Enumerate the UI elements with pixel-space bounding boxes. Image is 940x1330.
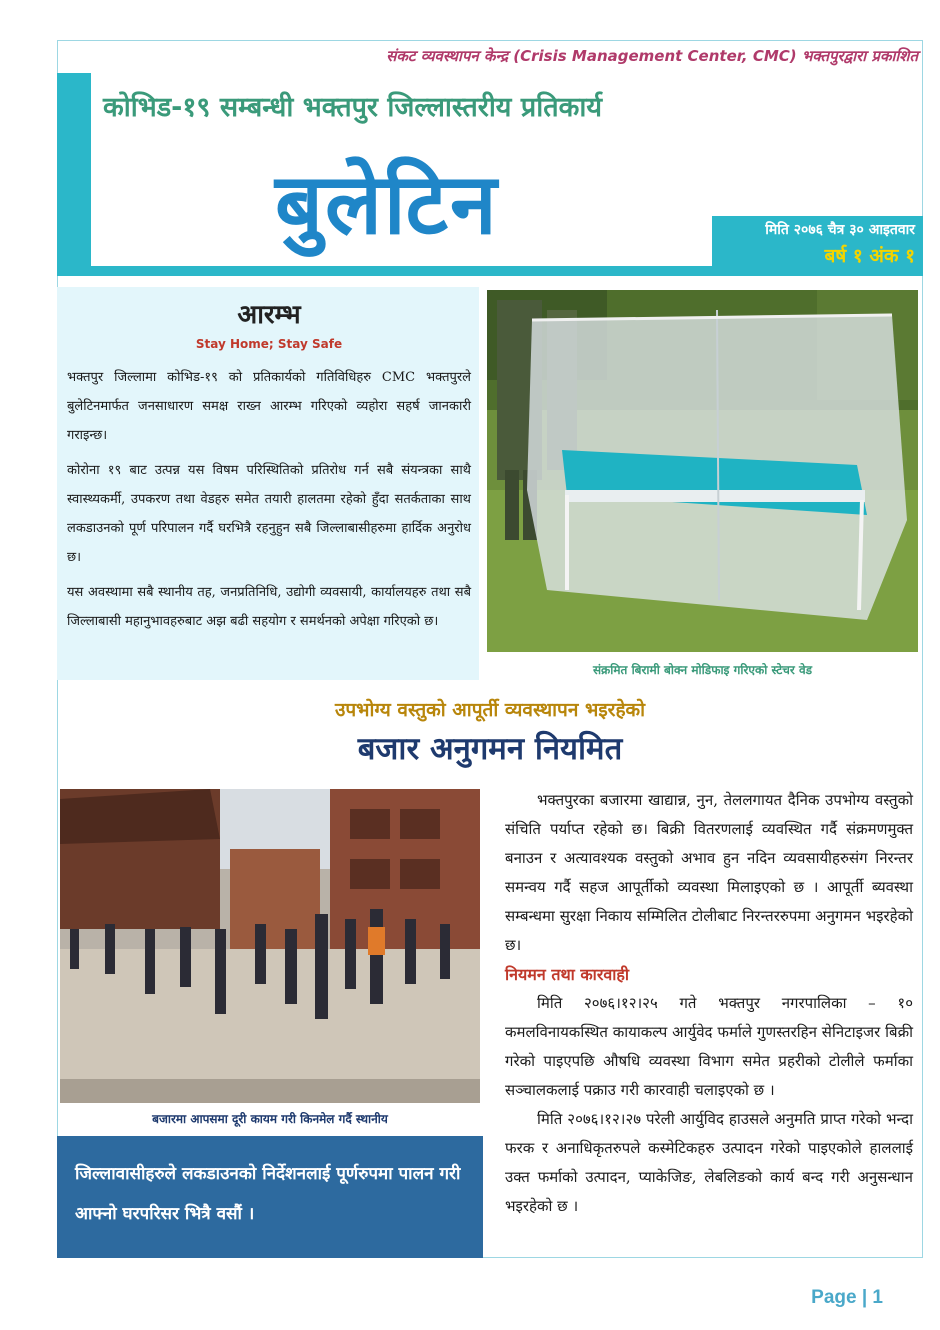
regulation-heading: नियमन तथा कारवाही — [505, 965, 630, 984]
stretcher-bed-caption: संक्रमित बिरामी बोक्न मोडिफाइ गरिएको स्टेचर वेड — [592, 663, 813, 677]
market-article — [505, 786, 913, 1221]
intro-paragraph: कोरोना १९ बाट उत्पन्न यस विषम परिस्थितिको प्रतिरोध गर्न सबै संयन्त्रका साथै स्वास्थ्यकर्मी, उपकरण तथा वेडहरु समेत तयारी हालतमा रहेको हुँदा सतर्कताका साथ लकडाउनको पूर्ण परिपालन गर्दै घरभित्रै रहनुहुन सबै जिल्लाबासीहरुमा हार्दिक अनुरोध छ। — [67, 463, 471, 565]
stretcher-bed-photo — [487, 290, 918, 652]
market-paragraph: मिति २०७६।१२।२७ परेली आर्युविद हाउसले अनुमति प्राप्त गरेको भन्दा फरक र अनाधिकृतरुपले कस्मेटिकहरु उत्पादन गरेको पाइएकोले हाललाई उक्त फर्माको उत्पादन, प्याकेजिङ, लेबलिङको कार्य बन्द गरी अनुसन्धान भइरहेको छ । — [505, 1110, 913, 1215]
intro-tagline: Stay Home; Stay Safe — [195, 337, 343, 351]
intro-paragraph: भक्तपुर जिल्लामा कोभिड-१९ को प्रतिकार्यको गतिविधिहरु CMC भक्तपुरले बुलेटिनमार्फत जनसाधारण समक्ष राख्न आरम्भ गरिएको व्यहोरा सहर्ष जानकारी गराइन्छ। — [67, 370, 471, 443]
masthead — [57, 73, 923, 276]
appeal-text: जिल्लावासीहरुले लकडाउनको निर्देशनलाई पूर्णरुपमा पालन गरी आफ्नो घरपरिसर भित्रै वसौं । — [75, 1164, 461, 1224]
date-box — [712, 216, 923, 271]
market-paragraph: मिति २०७६।१२।२५ गते भक्तपुर नगरपालिका – १० कमलविनायकस्थित कायाकल्प आर्युवेद फर्माले गुणस्तरहिन सेनिटाइजर बिक्री गरेको पाइएपछि औषधि व्यवस्था विभाग समेत प्रहरीको टोलीले फर्माका सञ्चालकलाई पक्राउ गरी कारवाही चलाइएको छ । — [505, 994, 913, 1099]
masthead-left-bar — [57, 73, 91, 276]
market-subheading: उपभोग्य वस्तुको आपूर्ती व्यवस्थापन भइरहेको — [334, 699, 646, 721]
issue-number: बर्ष १ अंक १ — [824, 245, 915, 267]
masthead-bulletin: बुलेटिन — [275, 155, 499, 253]
intro-section — [57, 287, 479, 680]
intro-paragraph: यस अवस्थामा सबै स्थानीय तह, जनप्रतिनिधि, उद्योगी व्यवसायी, कार्यालयहरु तथा सबै जिल्लाबासी महानुभावहरुबाट अझ बढी सहयोग र समर्थनको अपेक्षा गरिएको छ। — [67, 585, 471, 629]
appeal-box — [57, 1136, 483, 1258]
market-photo — [60, 789, 480, 1103]
issue-date: मिति २०७६ चैत्र ३० आइतवार — [765, 222, 915, 238]
intro-heading: आरम्भ — [237, 300, 301, 330]
market-heading: बजार अनुगमन नियमित — [357, 731, 623, 767]
market-paragraph: भक्तपुरका बजारमा खाद्यान्न, नुन, तेललगायत दैनिक उपभोग्य वस्तुको संचिति पर्याप्त रहेको छ। बिक्री वितरणलाई व्यवस्थित गर्दै संक्रमणमुक्त बनाउन र अत्यावश्यक वस्तुको अभाव हुन नदिन व्यवसायीहरुसंग निरन्तर समन्वय गर्दै सहज आपूर्तीको व्यवस्था मिलाइएको छ । आपूर्ती ब्यवस्था सम्बन्धमा सुरक्षा निकाय सम्मिलित टोलीबाट निरन्तररुपमा अनुगमन भइरहेको छ। — [505, 791, 913, 954]
market-photo-caption: बजारमा आपसमा दूरी कायम गरी किनमेल गर्दै स्थानीय — [152, 1112, 388, 1126]
masthead-title: कोभिड-१९ सम्बन्धी भक्तपुर जिल्लास्तरीय प्रतिकार्य — [103, 92, 603, 123]
publisher-line: संकट व्यवस्थापन केन्द्र (Crisis Management Center, CMC) भक्तपुरद्वारा प्रकाशित — [386, 47, 918, 65]
page-number: Page | 1 — [811, 1287, 883, 1308]
